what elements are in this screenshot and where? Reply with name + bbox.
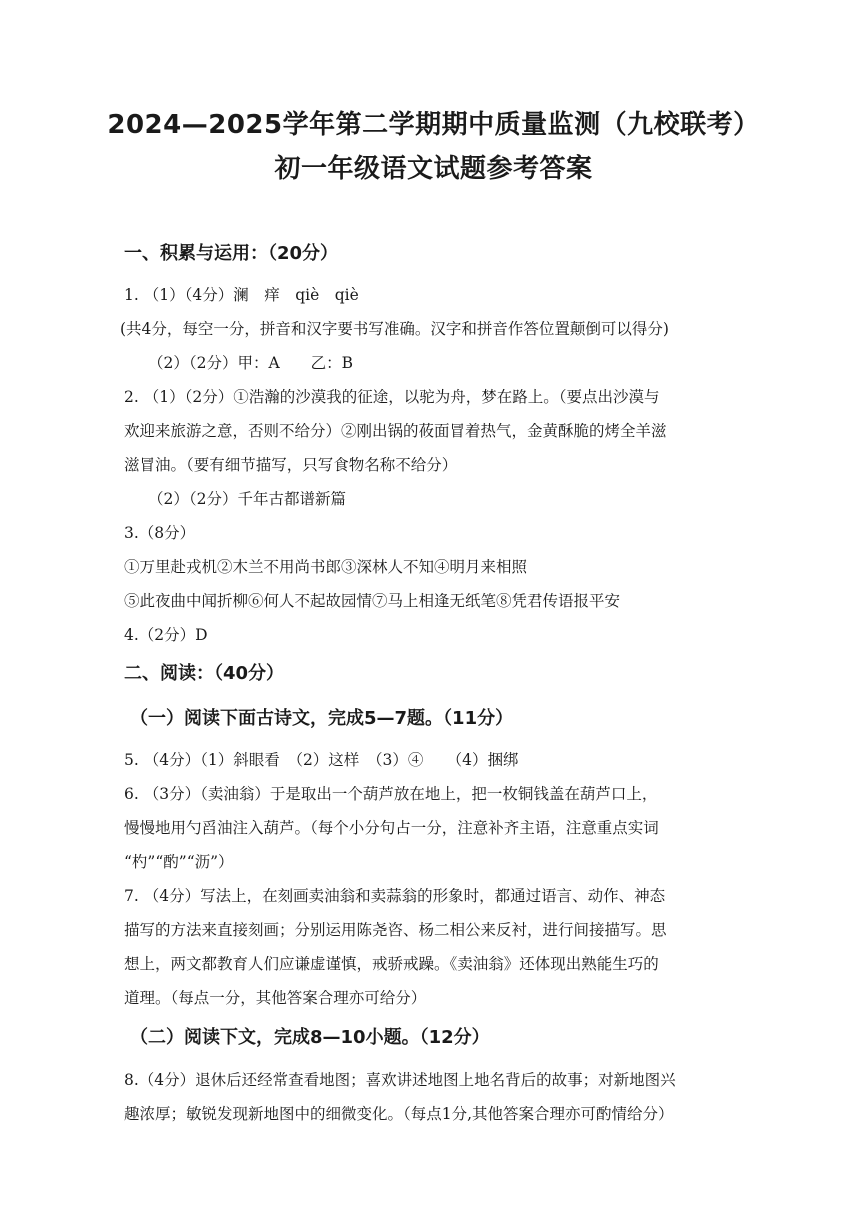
- answer-line: 4.（2分）D: [124, 626, 208, 644]
- subsection-heading-modern-text: （二）阅读下文，完成8—10小题。（12分）: [130, 1027, 490, 1048]
- section-heading-reading: 二、阅读：（40分）: [124, 663, 285, 684]
- answer-line: （2）（2分）甲：A 乙：B: [148, 354, 354, 372]
- answer-line: 7. （4分）写法上，在刻画卖油翁和卖蒜翁的形象时，都通过语言、动作、神态: [124, 887, 666, 905]
- answer-line: 2. （1）（2分）①浩瀚的沙漠我的征途，以驼为舟，梦在路上。（要点出沙漠与: [124, 388, 660, 406]
- answer-line: “杓”“酌”“沥”）: [124, 853, 234, 871]
- answer-line: 想上，两文都教育人们应谦虚谨慎，戒骄戒躁。《卖油翁》还体现出熟能生巧的: [124, 955, 659, 973]
- answer-line: 3.（8分）: [124, 524, 196, 542]
- answer-line: （2）（2分）千年古都谱新篇: [148, 490, 346, 508]
- answer-line: 描写的方法来直接刻画；分别运用陈尧咨、杨二相公来反衬，进行间接描写。思: [124, 921, 667, 939]
- answer-line: 滋冒油。（要有细节描写，只写食物名称不给分）: [124, 456, 458, 474]
- subsection-heading-ancient-text: （一）阅读下面古诗文，完成5—7题。（11分）: [130, 708, 514, 729]
- answer-line: 8.（4分）退休后还经常查看地图；喜欢讲述地图上地名背后的故事；对新地图兴: [124, 1071, 676, 1089]
- answer-line: ⑤此夜曲中闻折柳⑥何人不起故园情⑦马上相逢无纸笔⑧凭君传语报平安: [124, 592, 621, 610]
- answer-line: 6. （3分）（卖油翁）于是取出一个葫芦放在地上，把一枚铜钱盖在葫芦口上，: [124, 785, 658, 803]
- answer-line: 慢慢地用勺舀油注入葫芦。（每个小分句占一分，注意补齐主语，注意重点实词: [124, 819, 659, 837]
- answer-line: (共4分，每空一分，拼音和汉字要书写准确。汉字和拼音作答位置颠倒可以得分): [120, 320, 669, 338]
- answer-line: 趣浓厚；敏锐发现新地图中的细微变化。（每点1分,其他答案合理亦可酌情给分）: [124, 1105, 674, 1123]
- answer-line: 道理。（每点一分，其他答案合理亦可给分）: [124, 989, 427, 1007]
- answer-line: ①万里赴戎机②木兰不用尚书郎③深林人不知④明月来相照: [124, 558, 528, 576]
- section-heading-accumulation: 一、积累与运用：（20分）: [124, 243, 339, 264]
- answer-line: 1. （1）（4分）澜 痒 qiè qiè: [124, 286, 359, 304]
- document-title: 2024—2025学年第二学期期中质量监测（九校联考）: [107, 110, 760, 140]
- document-subtitle: 初一年级语文试题参考答案: [274, 154, 593, 184]
- answer-line: 欢迎来旅游之意，否则不给分）②刚出锅的莜面冒着热气，金黄酥脆的烤全羊滋: [124, 422, 667, 440]
- answer-line: 5. （4分）（1）斜眼看 （2）这样 （3）④ （4）捆绑: [124, 751, 519, 769]
